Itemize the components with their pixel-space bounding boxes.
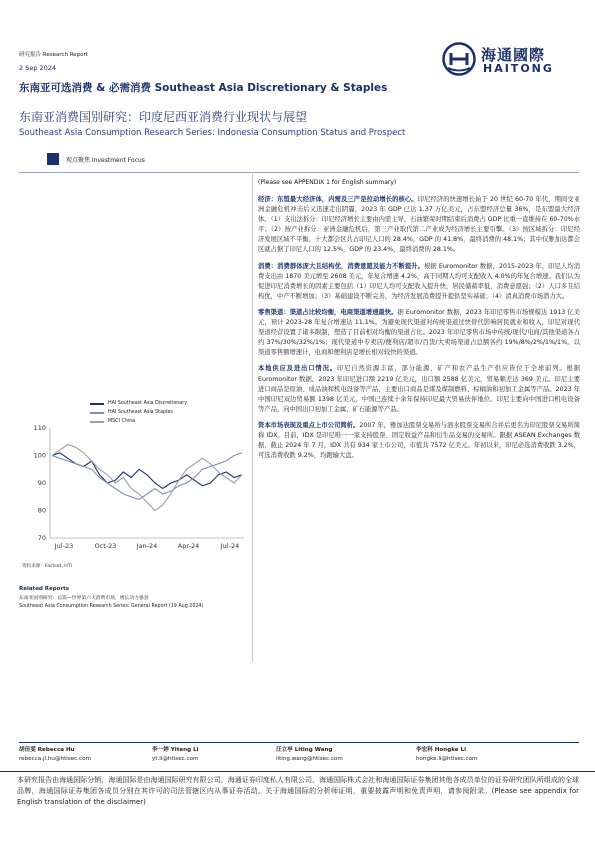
analyst-card <box>276 746 343 764</box>
appendix-note: (Please see APPENDIX 1 for English summary) <box>258 179 397 186</box>
y-tick-label: 90 <box>37 479 46 487</box>
paragraph-text: 印尼经济的快速增长始于 20 世纪 60-70 年代，期间受亚洲金融危机冲击后又迅速走出阴霾，2023 年 GDP 已达 1.37 万亿美元，占东盟经济总量 36%，是东盟最大经济体。（1）支出法拆分：印尼经济增长主要由内需主导，石油繁荣时期结束后消费占 GDP 比重一直维持在 60-70%水平；（2）按产业拆分：亚洲金融危机后，第三产业取代第二产业成为经济增长主要引擎。（3）按区域拆分：印尼经济发展区域不平衡，十大都会区共占印尼人口的 28.4%，GDP 的 41.8%，最终消费的 48.1%；其中仅雅加达都会区就占据了印尼人口的 12.5%，GDP 的 23.4%，最终消费的 28.1%。 <box>258 196 580 254</box>
report-date: 2 Sep 2024 <box>19 64 57 72</box>
x-tick-label: Jul-23 <box>54 542 74 550</box>
paragraph-retail <box>258 308 580 358</box>
analyst-email[interactable]: yt.li@htisec.com <box>152 756 199 762</box>
footer-divider <box>0 771 595 772</box>
analyst-email[interactable]: hongke.li@htisec.com <box>416 756 478 762</box>
analyst-divider <box>19 742 579 743</box>
logo-text-en: HAITONG <box>483 62 554 75</box>
paragraph-lead: 零售渠道：渠道占比较均衡，电商渠道增速最快。 <box>258 308 398 316</box>
series-line <box>52 453 242 489</box>
paragraph-lead: 本地供应及进出口情况。 <box>258 365 337 373</box>
related-report-link[interactable]: Southeast Asia Consumption Research Series: General Report (19 Aug 2024) <box>19 604 204 609</box>
paragraph-lead: 经济：东盟最大经济体，内需及三产是拉动增长的核心。 <box>258 196 418 203</box>
analyst-name: 汪立亭 Liting Wang <box>276 747 333 753</box>
analyst-name: 李宏科 Hongke Li <box>416 747 467 753</box>
x-tick-label: Jan-24 <box>136 542 158 550</box>
legend-label: HAI Southeast Asia Discretionary <box>108 401 188 406</box>
y-tick-label: 70 <box>37 534 46 542</box>
paragraph-text: 根据 Euromonitor 数据，2015-2023 年，印尼人均消费支出由 1870 美元增至 2608 美元，年复合增速 4.2%，高于同期人均可支配收入 4.0%的年复合增速。我们认为促进印尼消费增长的因素主要包括（1）印尼人均可支配收入提升快，居民储蓄率低，消费意愿强；（2）人口多且结构优，中产不断增加；（3）基础建设不断完善，为经济发展消费提升提供坚实基础；（4）清真消费市场潜力大。 <box>258 262 580 300</box>
investment-focus-label: 观点聚焦 Investment Focus <box>66 157 145 164</box>
series-line <box>52 453 242 500</box>
summary-body <box>258 195 580 467</box>
report-title-cn: 东南亚消费国别研究：印度尼西亚消费行业现状与展望 <box>19 110 308 124</box>
disclaimer-footer: 本研究报告由海通国际分销，海通国际是由海通国际研究有限公司，海通证券印度私人有限公司，海通国际株式会社和海通国际证券集团其他各成员单位的证券研究团队所组成的全球品牌，海通国际证券集团各成员分别在其许可的司法管辖区内从事证券活动。关于海通国际的分析师证明，重要披露声明和免责声明，请参阅附录。(Please see appendix for English translation of the disclaimer) <box>17 776 579 806</box>
related-report-link[interactable]: 东南亚国别研究：总篇—世界第六大消费市场，增长动力强劲 <box>19 596 149 601</box>
legend-item <box>90 399 187 408</box>
logo-text-cn: 海通國際 <box>481 46 546 64</box>
legend-item <box>90 408 187 417</box>
legend-label: MSCI China <box>108 419 136 424</box>
x-tick-label: Jul-24 <box>220 542 240 550</box>
y-tick-label: 110 <box>33 424 46 432</box>
x-tick-label: Oct-23 <box>94 542 117 550</box>
paragraph-trade <box>258 364 580 414</box>
analyst-card <box>19 746 91 764</box>
x-tick-label: Apr-24 <box>177 542 200 550</box>
analyst-card <box>416 746 477 764</box>
paragraph-consumption <box>258 262 580 302</box>
analyst-name: 胡佳雯 Rebecca Hu <box>19 747 75 753</box>
related-reports-title: Related Reports <box>19 586 70 592</box>
paragraph-lead: 资本市场表现及重点上市公司简析。 <box>258 421 360 429</box>
paragraph-text: 印尼自然资源丰富，部分能源、矿产和农产品生产供应皆位于全球前列。根据 Euromonitor 数据，2023 年印尼进口额 2219 亿美元，出口额 2588 亿美元，贸易顺差达 369 美元。印尼主要进口商品是原油、成品油和机电设备等产品，主要出口商品是煤及煤制燃料、棕榈油和初加工金属等产品。2023 年中国印尼双边贸易额 1398 亿美元，中国已连续十余年保持印尼最大贸易伙伴地位。印尼主要向中国进口机电设备等产品，向中国出口初加工金属、矿石能源等产品。 <box>258 365 581 413</box>
section-divider <box>19 172 579 173</box>
legend-swatch <box>90 403 104 405</box>
paragraph-economy <box>258 195 580 256</box>
focus-marker <box>47 153 59 165</box>
paragraph-text: 2007 年，雅加达股票交易所与泗水股票交易所合并后更名为印尼股票交易所简称 IDX。目前，IDX 是印尼唯一一家支持股票、固定收益产品和衍生品交易的交易所。跟据 ASEAN Exchanges 数据，截止 2024 年 7 月，IDX 共有 934 家上市公司，市值共 7572 亿美元。年初以来，印尼必选消费收跌 3.2%，可选消费收跌 9.2%，均跑输大盘。 <box>258 421 581 460</box>
analyst-card <box>152 746 199 764</box>
haitong-logo-icon <box>442 42 476 76</box>
legend-label: HAI Southeast Asia Staples <box>108 410 173 415</box>
paragraph-capital-market <box>258 421 580 461</box>
sector-heading: 东南亚可选消费 & 必需消费 Southeast Asia Discretionary & Staples <box>19 82 388 94</box>
paragraph-text: 据 Euromonitor 数据，2023 年印尼零售市场规模达 1913 亿美元，预计 2023-28 年复合增速达 11.1%。为避免现代渠道对传统渠道过快替代影响居民就业和收入，印尼对现代渠道经营设置了诸多限制，塑造了目前相对均衡的渠道占比。2023 年印尼零售市场中传统/现代/电商/其他渠道各占约 37%/30%/32%/1%；现代渠道中专卖店/便利店/超市/百货/大卖场渠道占总额各约 19%/8%/2%/1%/1%。以渠道零售额增速计，电商和便利店是增长相对较快的渠道。 <box>258 308 581 357</box>
chart-source: 资料来源：Factset, HTI <box>22 564 72 569</box>
column-divider <box>252 172 253 662</box>
paragraph-lead: 消费：消费群体庞大且结构优，消费意愿及能力不断提升。 <box>258 262 424 270</box>
analyst-email[interactable]: rebecca.jl.hu@htisec.com <box>19 756 91 762</box>
y-tick-label: 80 <box>37 506 46 515</box>
performance-chart <box>22 420 252 560</box>
report-type-label: 研究报告 Research Report <box>19 52 88 58</box>
y-tick-label: 100 <box>33 451 46 460</box>
analyst-name: 李一婷 Yiteng Li <box>152 747 199 753</box>
report-title-en: Southeast Asia Consumption Research Series: Indonesia Consumption Status and Prospect <box>19 128 406 138</box>
series-line <box>52 445 242 511</box>
legend-swatch <box>90 412 104 414</box>
analyst-email[interactable]: liting.wang@htisec.com <box>276 756 343 762</box>
